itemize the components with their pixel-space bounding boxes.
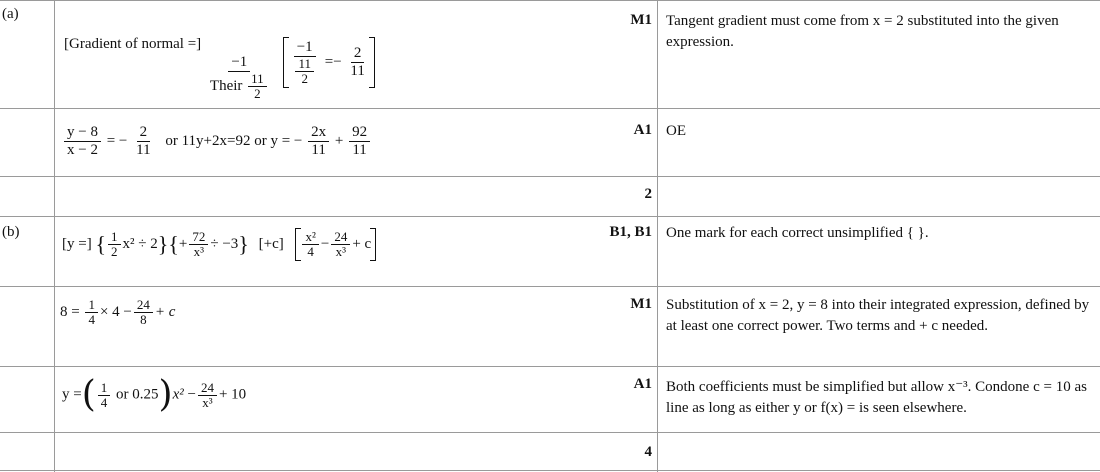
row-divider: [0, 366, 1100, 367]
substitution-expression: 8 = $\frac{1}{4}$ × 4 − $\frac{24}{8}$ + c: [60, 297, 176, 327]
total-b: 4: [644, 444, 652, 460]
row-divider: [0, 176, 1100, 177]
row-divider: [0, 286, 1100, 287]
part-label-b: (b): [2, 224, 20, 240]
row-divider: [0, 0, 1100, 1]
guidance-a2: OE: [666, 123, 686, 139]
total-a: 2: [644, 186, 652, 202]
guidance-a1: Tangent gradient must come from x = 2 substituted into the given expression.: [666, 13, 1059, 50]
column-divider: [54, 0, 55, 472]
guidance-b2: Substitution of x = 2, y = 8 into their integrated expression, defined by at least one correct power. Two terms and + c needed.: [666, 297, 1090, 334]
gradient-label: [Gradient of normal =]: [64, 36, 202, 52]
bracket-expression: $\frac{-1}{\frac{11}{2}}$ =− $\frac{2}{11}$: [285, 39, 372, 86]
row-divider: [0, 432, 1100, 433]
mark-b1: B1, B1: [609, 224, 652, 240]
mark-a2: A1: [633, 122, 652, 138]
their-fraction: −1 Their $\frac{11}{2}$: [207, 54, 272, 101]
mark-b2: M1: [630, 296, 652, 312]
row-divider: [0, 108, 1100, 109]
row-divider: [0, 470, 1100, 471]
integration-expression: [y =] { $\frac{1}{2}$ x² ÷ 2}{+ $\frac{72}{\text{x³}}$ ÷ −3} [+c] $\frac{\text{x²}}{4}$ − $\frac{24}{\text{x³}}$ + c: [62, 230, 374, 259]
gradient-of-normal-expression: [64, 36, 373, 101]
final-answer-expression: y =( $\frac{1}{4}$ or 0.25)x² − $\frac{24}{\text{x³}}$ + 10: [62, 374, 247, 415]
mark-a1: M1: [630, 12, 652, 28]
row-divider: [0, 216, 1100, 217]
part-label-a: (a): [2, 6, 19, 22]
column-divider: [657, 0, 658, 472]
guidance-b1: One mark for each correct unsimplified { }.: [666, 225, 929, 241]
guidance-b3: Both coefficients must be simplified but allow x⁻³. Condone c = 10 as line as long as either y or f(x) = is seen elsewhere.: [666, 379, 1087, 416]
mark-b3: A1: [633, 376, 652, 392]
normal-equation-expression: $\frac{y - 8}{x - 2}$ = − $\frac{2}{11}$ or 11y+2x=92 or y = − $\frac{2x}{11}$ + $\frac{92}{11}$: [62, 124, 372, 159]
